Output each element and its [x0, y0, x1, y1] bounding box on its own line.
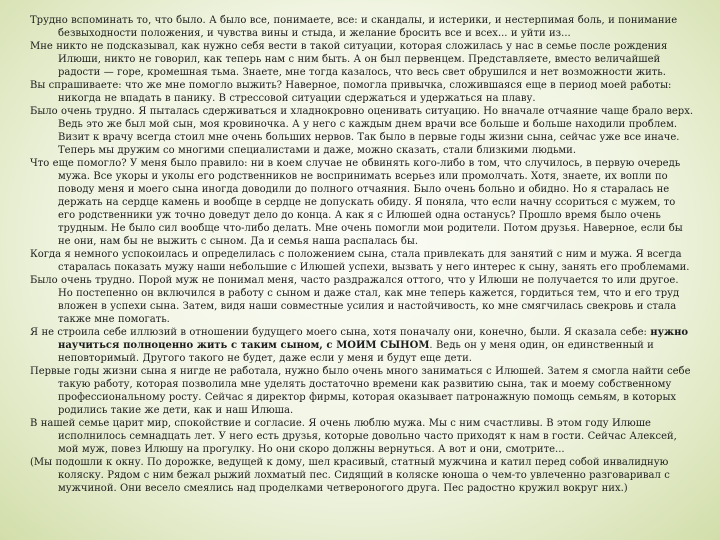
paragraph-7: Было очень трудно. Порой муж не понимал меня, часто раздражался оттого, что у Илюши не получается то или другое. Но постепенно он включился в работу с сыном и даже стал, как мне теперь кажется, гордиться тем, что и его труд вложен в успехи сына. Затем, видя наши совместные усилия и настойчивость, ко мне смягчилась свекровь и стала также мне помогать.	[30, 275, 680, 325]
paragraph-9: Первые годы жизни сына я нигде не работала, нужно было очень много заниматься с Илюшей. Затем я смогла найти себе такую работу, которая позволила мне уделять достаточно времени как развитию сына, так и моему собственному профессиональному росту. Сейчас я директор фирмы, которая оказывает патронажную помощь семьям, в которых родились такие же дети, как и наш Илюша.	[30, 366, 691, 416]
paragraph-5: Что еще помогло? У меня было правило: ни в коем случае не обвинять кого-либо в том, что случилось, в первую очередь мужа. Все укоры и уколы его родственников не воспринимать всерьез или промолчать. Хотя, знаете, их вопли по поводу меня и моего сына иногда доводили до полного отчаяния. Было очень больно и обидно. Но я старалась не держать на сердце камень и вообще в сердце не допускать обиду. Я поняла, что если начну ссориться с мужем, то его родственники уж точно доведут дело до конца. А как я с Илюшей одна останусь? Прошло время было очень трудным. Не было сил вообще что-либо делать. Мне очень помогли мои родители. Потом друзья. Наверное, если бы не они, нам бы не выжить с сыном. Да и семья наша распалась бы.	[30, 158, 683, 247]
paragraph-8-intro: Я не строила себе иллюзий в отношении будущего моего сына, хотя поначалу они, конечно, были. Я сказала себе:	[30, 327, 651, 338]
paragraph-2: Мне никто не подсказывал, как нужно себя вести в такой ситуации, которая сложилась у нас в семье после рождения Илюши, никто не говорил, как теперь нам с ним быть. А он был первенцем. Представляете, вместо величайшей радости — горе, кромешная тьма. Знаете, мне тогда казалось, что весь свет обрушился и нет возможности жить.	[30, 41, 668, 78]
paragraph-10: В нашей семье царит мир, спокойствие и согласие. Я очень люблю мужа. Мы с ним счастливы. В этом году Илюше исполнилось семнадцать лет. У него есть друзья, которые довольно часто приходят к нам в гости. Сейчас Алексей, мой муж, повез Илюшу на прогулку. Но они скоро должны вернуться. А вот и они, смотрите...	[30, 418, 677, 455]
paragraph-8-outro: . Ведь он у меня один, он единственный и неповторимый. Другого такого не будет, даже если у меня и будут еще дети.	[58, 340, 654, 364]
paragraph-4: Было очень трудно. Я пыталась сдерживаться и хладнокровно оценивать ситуацию. Но вначале отчаяние чаще брало верх. Ведь это же был мой сын, моя кровиночка. А у него с каждым днем врачи все больше и больше находили проблем. Визит к врачу всегда стоил мне очень больших нервов. Так было в первые годы жизни сына, сейчас уже все иначе. Теперь мы дружим со многими специалистами и даже, можно сказать, стали близкими людьми.	[30, 106, 694, 156]
paragraph-1: Трудно вспоминать то, что было. А было все, понимаете, все: и скандалы, и истерики, и нестерпимая боль, и понимание безвыходности положения, и чувства вины и стыда, и желание бросить все и всех... и уйти из...	[30, 15, 678, 39]
paragraph-3: Вы спрашиваете: что же мне помогло выжить? Наверное, помогла привычка, сложившаяся еще в период моей работы: никогда не впадать в панику. В стрессовой ситуации сдержаться и удержаться на плаву.	[30, 80, 672, 104]
paragraph-8-emphasis: нужно научиться полноценно жить с таким сыном, с МОИМ СЫНОМ	[58, 327, 689, 351]
paragraph-8	[30, 326, 694, 365]
paragraph-6: Когда я немного успокоилась и определилась с положением сына, стала привлекать для занятий с ним и мужа. Я всегда старалась показать мужу наши небольшие с Илюшей успехи, вызвать у него интерес к сыну, занять его проблемами.	[30, 249, 690, 273]
paragraph-11: (Мы подошли к окну. По дорожке, ведущей к дому, шел красивый, статный мужчина и катил перед собой инвалидную коляску. Рядом с ним бежал рыжий лохматый пес. Сидящий в коляске юноша о чем-то увлеченно разговаривал с мужчиной. Они весело смеялись над проделками четвероногого друга. Пес радостно кружил вокруг них.)	[30, 457, 670, 494]
